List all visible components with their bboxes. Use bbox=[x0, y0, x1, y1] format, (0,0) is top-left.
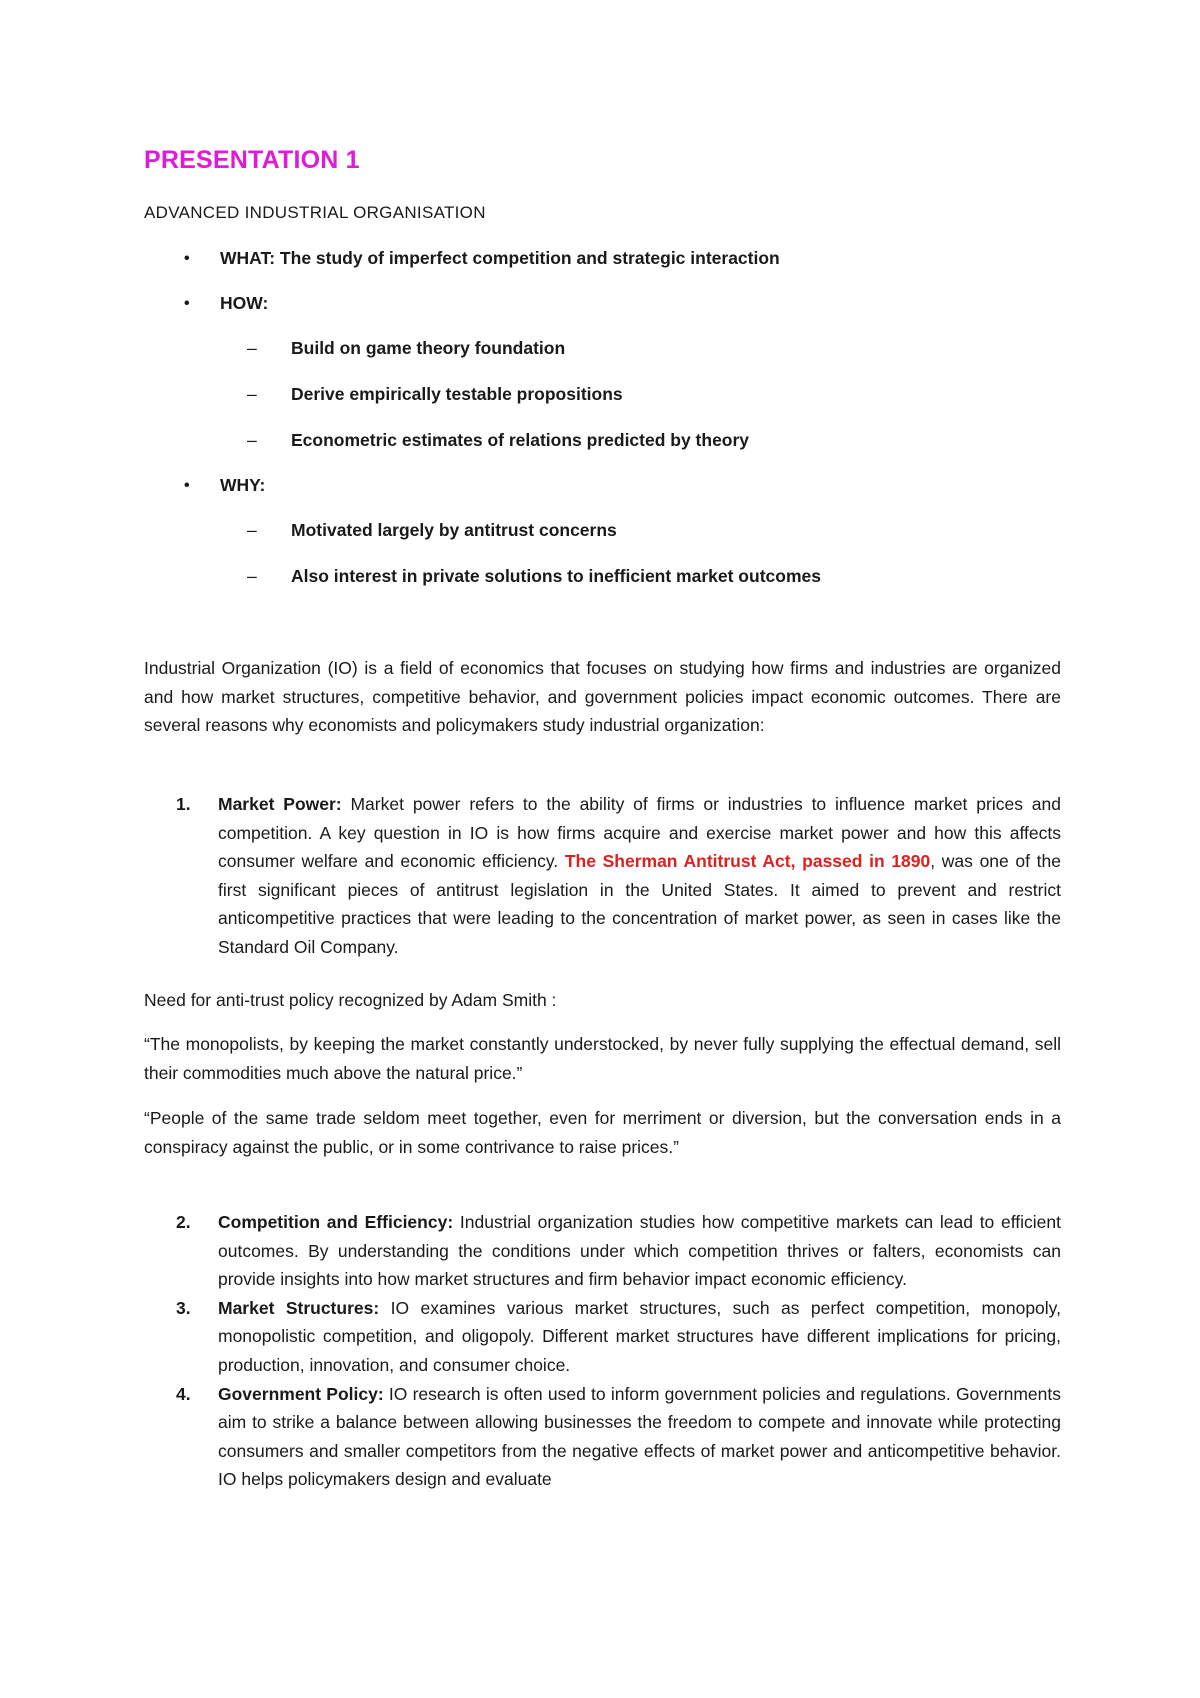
list-item-text: Industrial organization studies how competitive markets can lead to efficient outcomes. By understanding the conditions under which competition thrives or falters, economists can provide insights into how market structures and firm behavior impact economic efficiency. bbox=[218, 1212, 1062, 1290]
outline-text: Derive empirically testable propositions bbox=[291, 384, 623, 404]
list-item-market-power bbox=[144, 790, 1061, 962]
outline-text: Also interest in private solutions to inefficient market outcomes bbox=[291, 566, 821, 586]
list-item-heading: Competition and Efficiency: bbox=[218, 1212, 454, 1232]
outline-text: Econometric estimates of relations predicted by theory bbox=[291, 430, 750, 450]
list-item-text: , was one of the first significant pieces of antitrust legislation in the United States. It aimed to prevent and restrict anticompetitive practices that were leading to the concentration of market power, as seen in cases like the Standard Oil Company. bbox=[218, 851, 1062, 957]
list-number: 3. bbox=[176, 1297, 191, 1318]
outline-text: WHY: bbox=[220, 475, 266, 495]
list-item-text: IO research is often used to inform government policies and regulations. Governments aim to strike a balance between allowing businesses the freedom to compete and innovate while protecting consumers and smaller competitors from the negative effects of market power and anticompetitive behavior. IO helps policymakers design and evaluate bbox=[218, 1383, 1061, 1490]
reasons-list-rest bbox=[144, 1208, 1061, 1494]
dash-marker: – bbox=[247, 520, 257, 540]
dash-marker: – bbox=[247, 430, 257, 450]
quote-same-trade: “People of the same trade seldom meet together, even for merriment or diversion, but the conversation ends in a conspiracy against the public, or in some contrivance to raise prices.” bbox=[144, 1108, 1061, 1157]
list-item-heading: Market Structures: bbox=[218, 1297, 380, 1318]
page-title: PRESENTATION 1 bbox=[144, 146, 360, 174]
intro-paragraph: Industrial Organization (IO) is a field of economics that focuses on studying how firms and industries are organized and how market structures, competitive behavior, and government policies impact economic outcomes. There are several reasons why economists and policymakers study industrial organization: bbox=[144, 658, 1061, 736]
dash-marker: – bbox=[247, 566, 257, 586]
quote-monopolists: “The monopolists, by keeping the market constantly understocked, by never fully supplying the effectual demand, sell their commodities much above the natural price.” bbox=[144, 1034, 1061, 1083]
list-number: 1. bbox=[176, 794, 191, 814]
list-item-market-structures bbox=[144, 1294, 1061, 1380]
reasons-list-first bbox=[144, 790, 1061, 962]
dash-marker: – bbox=[247, 384, 257, 404]
bullet-marker: • bbox=[184, 250, 190, 267]
bullet-marker: • bbox=[184, 295, 190, 312]
list-number: 2. bbox=[176, 1212, 191, 1232]
list-item-text: IO examines various market structures, such as perfect competition, monopoly, monopolistic competition, and oligopoly. Different market structures have different implications for pricing, production, innovation, and consumer choice. bbox=[218, 1297, 1061, 1375]
outline-text: Motivated largely by antitrust concerns bbox=[291, 520, 617, 540]
smith-intro: Need for anti-trust policy recognized by Adam Smith : bbox=[144, 990, 557, 1010]
document-subtitle: ADVANCED INDUSTRIAL ORGANISATION bbox=[144, 203, 486, 222]
list-item-government-policy bbox=[144, 1380, 1061, 1494]
bullet-marker: • bbox=[184, 477, 190, 494]
list-item-competition bbox=[144, 1208, 1061, 1294]
list-number: 4. bbox=[176, 1383, 191, 1404]
outline-text: WHAT: The study of imperfect competition and strategic interaction bbox=[220, 248, 780, 268]
list-item-heading: Market Power: bbox=[218, 794, 342, 814]
list-item-text: Market power refers to the ability of firms or industries to influence market prices and competition. A key question in IO is how firms acquire and exercise market power and how this affects consumer welfare and economic efficiency. bbox=[218, 794, 1062, 872]
list-item-heading: Government Policy: bbox=[218, 1383, 384, 1404]
dash-marker: – bbox=[247, 338, 257, 358]
outline-text: HOW: bbox=[220, 293, 269, 313]
sherman-act-highlight: The Sherman Antitrust Act, passed in 1890 bbox=[564, 851, 931, 872]
outline-text: Build on game theory foundation bbox=[291, 338, 566, 358]
